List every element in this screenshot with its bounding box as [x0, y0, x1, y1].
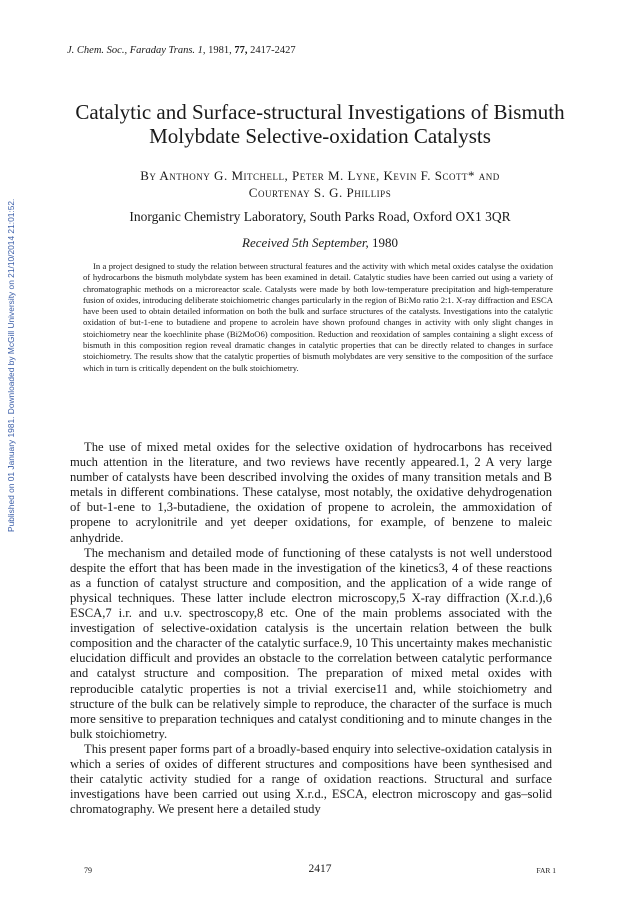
journal-year: 1981,	[208, 45, 232, 56]
download-watermark: Published on 01 January 1981. Downloaded by McGill University on 21/10/2014 21:01:52.	[6, 198, 16, 532]
received-year: 1980	[371, 235, 398, 250]
author-line-1: By Anthony G. Mitchell, Peter M. Lyne, Kevin F. Scott* and	[140, 168, 500, 183]
paper-title: Catalytic and Surface-structural Investigations of Bismuth Molybdate Selective-oxidation Catalysts	[75, 100, 565, 148]
abstract: In a project designed to study the relation between structural features and the activity with which metal oxides catalyse the oxidation of hydrocarbons the bismuth molybdate system has been examined in detail. Catalytic studies have been carried out using a variety of chromatographic methods on a microreactor scale. Catalysts were made by both low-temperature precipitation and high-temperature fusion of oxides, introducing deliberate stoichiometric changes particularly in the region of Bi:Mo ratio 2:1. X-ray diffraction and ESCA have been used to obtain detailed information on both the bulk and surface structures of the catalysts. Investigations into the catalytic oxidation of but-1-ene to butadiene and propene to acrolein have shown profound changes in activity with only slight changes in stoichiometry near the koechlinite phase (Bi2MoO6) composition. Reduction and reoxidation of samples containing a slight excess of bismuth in this composition region reveal dramatic changes in catalytic properties that can be directly related to changes in surface stoichiometry. The results show that the catalytic properties of bismuth molybdates are very sensitive to the composition of the surface which in turn is critically dependent on the bulk stoichiometry.	[83, 261, 553, 373]
author-list	[40, 167, 600, 201]
paragraph-3: This present paper forms part of a broadly-based enquiry into selective-oxidation catalysis in which a series of oxides of different structures and compositions have been synthesised and their catalytic activity studied for a range of oxidation reactions. Structural and surface investigations have been carried out using X.r.d., ESCA, electron microscopy and gas–solid chromatography. We present here a detailed study	[70, 741, 552, 817]
journal-pages: 2417-2427	[250, 45, 296, 56]
paragraph-1: The use of mixed metal oxides for the selective oxidation of hydrocarbons has received much attention in the literature, and two reviews have recently appeared.1, 2 A very large number of catalysts have been described involving the oxides of many transition metals and B metals in different combinations. These catalyse, most notably, the oxidative dehydrogenation of but-1-ene to 1,3-butadiene, the oxidation of propene to acrolein, the ammoxidation of propene to acrylonitrile and yet deeper oxidations, for example, of benzene to maleic anhydride.	[70, 440, 552, 545]
paragraph-2: The mechanism and detailed mode of functioning of these catalysts is not well understood despite the effort that has been made in the investigation of the kinetics3, 4 of these reactions as a function of catalyst structure and composition, and the application of a wide range of physical techniques. These latter include electron microscopy,5 X-ray diffraction (X.r.d.),6 ESCA,7 i.r. and u.v. spectroscopy,8 etc. One of the main problems associated with the investigation of selective-oxidation catalysis is the uncertain relation between the bulk composition and the character of the catalytic surface.9, 10 This uncertainty makes mechanistic elucidation difficult and provides an obstacle to the correlation between catalytic performance and catalyst structure and composition. The preparation of mixed metal oxides with reproducible catalytic properties is not a trivial exercise11 and, while stoichiometry and structure of the bulk can be relatively simple to reproduce, the character of the surface is much more sensitive to preparation techniques and catalyst conditioning and to minute changes in the bulk stoichiometry.	[70, 545, 552, 741]
journal-citation	[67, 45, 296, 56]
received-date	[40, 235, 600, 251]
page-number: 2417	[308, 863, 332, 875]
received-label: Received 5th September,	[242, 235, 369, 250]
body-text	[70, 440, 552, 817]
footer-signature-mark: FAR 1	[536, 866, 556, 875]
journal-volume: 77,	[234, 45, 248, 56]
author-line-2: Courtenay S. G. Phillips	[248, 185, 392, 200]
affiliation: Inorganic Chemistry Laboratory, South Parks Road, Oxford OX1 3QR	[129, 209, 511, 224]
footer-signature-number: 79	[84, 866, 92, 875]
journal-name: J. Chem. Soc., Faraday Trans. 1,	[67, 45, 206, 56]
